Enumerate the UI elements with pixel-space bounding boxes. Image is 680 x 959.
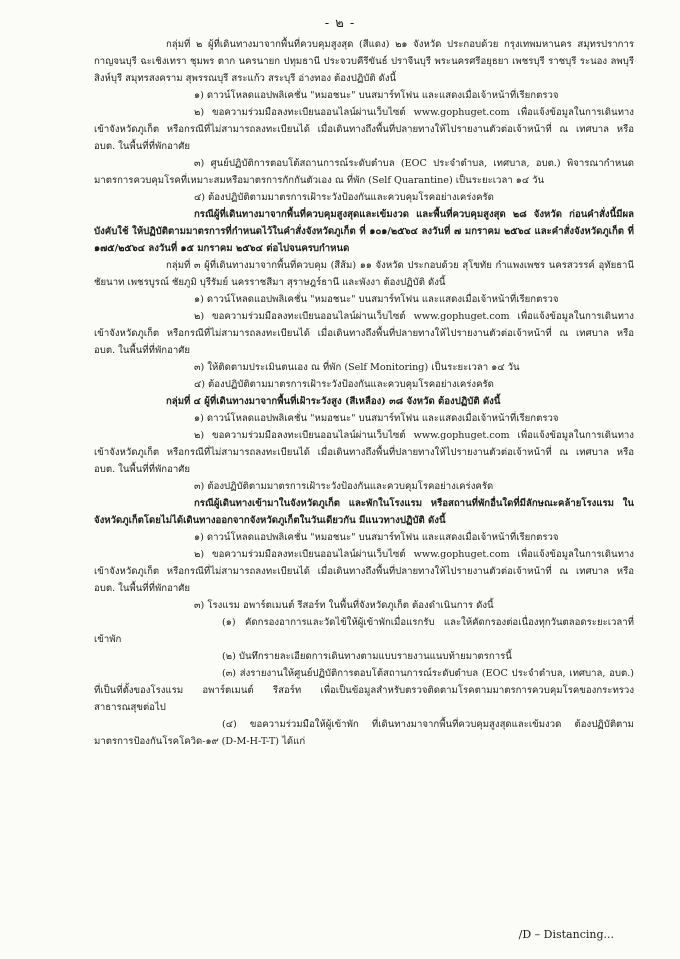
case-highest-control bbox=[94, 206, 634, 257]
case-travel-intro-text: กรณีผู้เดินทางเข้ามาในจังหวัดภูเก็ต และพักในโรงแรม หรือสถานที่พักอื่นใดที่มีลักษณะคล้ายโรงแรม ในจังหวัดภูเก็ตโดยไม่ได้เดินทางออกจากจังหวัดภูเก็ตในวันเดียวกัน มีแนวทางปฏิบัติ ดังนี้ bbox=[94, 498, 634, 526]
case-travel-item-1: ๑) ดาวน์โหลดแอปพลิเคชั่น "หมอชนะ" บนสมาร์ทโฟน และแสดงเมื่อเจ้าหน้าที่เรียกตรวจ bbox=[194, 532, 559, 543]
group3-intro: กลุ่มที่ ๓ ผู้ที่เดินทางมาจากพื้นที่ควบคุม (สีส้ม) ๑๑ จังหวัด ประกอบด้วย สุโขทัย กำแพงเพชร นครสวรรค์ อุทัยธานี ชัยนาท เพชรบูรณ์ ชัยภูมิ บุรีรัมย์ นครราชสีมา สุราษฎร์ธานี และพังงา ต้องปฏิบัติ ดังนี้ bbox=[94, 260, 634, 288]
case-travel-sub-2: (๒) บันทึกรายละเอียดการเดินทางตามแบบรายงานแนบท้ายมาตรการนี้ bbox=[222, 651, 512, 662]
group2-item-4: ๔) ต้องปฏิบัติตามมาตรการเฝ้าระวังป้องกันและควบคุมโรคอย่างเคร่งครัด bbox=[194, 192, 494, 203]
case-highest-text: กรณีผู้ที่เดินทางมาจากพื้นที่ควบคุมสูงสุดและเข้มงวด และพื้นที่ควบคุมสูงสุด ๒๘ จังหวัด ก่อนคำสั่งนี้มีผลบังคับใช้ ให้ปฏิบัติตามมาตรการที่กำหนดไว้ในคำสั่งจังหวัดภูเก็ต ที่ ๑๐๑/๒๕๖๔ ลงวันที่ ๗ มกราคม ๒๕๖๔ และคำสั่งจังหวัดภูเก็ต ที่ ๑๗๕/๒๕๖๔ ลงวันที่ ๑๕ มกราคม ๒๕๖๔ ต่อไปจนครบกำหนด bbox=[94, 209, 634, 254]
group2-intro: กลุ่มที่ ๒ ผู้ที่เดินทางมาจากพื้นที่ควบคุมสูงสุด (สีแดง) ๒๑ จังหวัด ประกอบด้วย กรุงเทพมหานคร สมุทรปราการ กาญจนบุรี ฉะเชิงเทรา ชุมพร ตาก นครนายก ปทุมธานี ประจวบคีรีขันธ์ ปราจีนบุรี พระนครศรีอยุธยา เพชรบุรี ราชบุรี ระนอง ลพบุรี สิงห์บุรี สมุทรสงคราม สุพรรณบุรี สระแก้ว สระบุรี อ่างทอง ต้องปฏิบัติ ดังนี้ bbox=[94, 39, 634, 84]
group2-item-2: ๒) ขอความร่วมมือลงทะเบียนออนไลน์ผ่านเว็บไซต์ www.gophuget.com เพื่อแจ้งข้อมูลในการเดินทางเข้าจังหวัดภูเก็ต หรือกรณีที่ไม่สามารถลงทะเบียนได้ เมื่อเดินทางถึงพื้นที่ปลายทางให้ไปรายงานตัวต่อเจ้าหน้าที่ ณ เทศบาล หรือ อบต. ในพื้นที่ที่พักอาศัย bbox=[94, 107, 634, 152]
case-travel-item-3: ๓) โรงแรม อพาร์ตเมนต์ รีสอร์ท ในพื้นที่จังหวัดภูเก็ต ต้องดำเนินการ ดังนี้ bbox=[194, 600, 494, 611]
group2-item-1: ๑) ดาวน์โหลดแอปพลิเคชั่น "หมอชนะ" บนสมาร์ทโฟน และแสดงเมื่อเจ้าหน้าที่เรียกตรวจ bbox=[194, 90, 559, 101]
group4-item-1: ๑) ดาวน์โหลดแอปพลิเคชั่น "หมอชนะ" บนสมาร์ทโฟน และแสดงเมื่อเจ้าหน้าที่เรียกตรวจ bbox=[194, 413, 559, 424]
case-travel-item-2: ๒) ขอความร่วมมือลงทะเบียนออนไลน์ผ่านเว็บไซต์ www.gophuget.com เพื่อแจ้งข้อมูลในการเดินทางเข้าจังหวัดภูเก็ต หรือกรณีที่ไม่สามารถลงทะเบียนได้ เมื่อเดินทางถึงพื้นที่ปลายทางให้ไปรายงานตัวต่อเจ้าหน้าที่ ณ เทศบาล หรือ อบต. ในพื้นที่ที่พักอาศัย bbox=[94, 549, 634, 594]
group3-item-3: ๓) ให้ติดตามประเมินตนเอง ณ ที่พัก (Self Monitoring) เป็นระยะเวลา ๑๔ วัน bbox=[194, 362, 520, 373]
case-travel-intro bbox=[94, 495, 634, 529]
group4-intro bbox=[94, 393, 634, 410]
case-travel-sub-4: (๔) ขอความร่วมมือให้ผู้เข้าพัก ที่เดินทางมาจากพื้นที่ควบคุมสูงสุดและเข้มงวด ต้องปฏิบัติตามมาตรการป้องกันโรคโควิด-๑๙ (D-M-H-T-T) ได้แก่ bbox=[94, 719, 634, 747]
continuation-marker: /D – Distancing... bbox=[518, 928, 614, 941]
case-travel-sub-1: (๑) คัดกรองอาการและวัดไข้ให้ผู้เข้าพักเมื่อแรกรับ และให้คัดกรองต่อเนื่องทุกวันตลอดระยะเวลาที่เข้าพัก bbox=[94, 617, 634, 645]
group4-intro-text: กลุ่มที่ ๔ ผู้ที่เดินทางมาจากพื้นที่เฝ้าระวังสูง (สีเหลือง) ๓๘ จังหวัด ต้องปฏิบัติ ดังนี้ bbox=[166, 396, 501, 407]
group2-item-3: ๓) ศูนย์ปฏิบัติการตอบโต้สถานการณ์ระดับตำบล (EOC ประจำตำบล, เทศบาล, อบต.) พิจารณากำหนดมาตรการควบคุมโรคที่เหมาะสมหรือมาตรการกักกันตัวเอง ณ ที่พัก (Self Quarantine) เป็นระยะเวลา ๑๔ วัน bbox=[94, 158, 634, 186]
group4-item-2: ๒) ขอความร่วมมือลงทะเบียนออนไลน์ผ่านเว็บไซต์ www.gophuget.com เพื่อแจ้งข้อมูลในการเดินทางเข้าจังหวัดภูเก็ต หรือกรณีที่ไม่สามารถลงทะเบียนได้ เมื่อเดินทางถึงพื้นที่ปลายทางให้ไปรายงานตัวต่อเจ้าหน้าที่ ณ เทศบาล หรือ อบต. ในพื้นที่ที่พักอาศัย bbox=[94, 430, 634, 475]
document-body bbox=[94, 36, 634, 750]
case-travel-sub-3: (๓) ส่งรายงานให้ศูนย์ปฏิบัติการตอบโต้สถานการณ์ระดับตำบล (EOC ประจำตำบล, เทศบาล, อบต.) ที่เป็นที่ตั้งของโรงแรม อพาร์ตเมนต์ รีสอร์ท เพื่อเป็นข้อมูลสำหรับตรวจติดตามโรคตามมาตรการควบคุมโรคของกระทรวงสาธารณสุขต่อไป bbox=[94, 668, 634, 713]
group4-item-3: ๓) ต้องปฏิบัติตามมาตรการเฝ้าระวังป้องกันและควบคุมโรคอย่างเคร่งครัด bbox=[194, 481, 494, 492]
group3-item-4: ๔) ต้องปฏิบัติตามมาตรการเฝ้าระวังป้องกันและควบคุมโรคอย่างเคร่งครัด bbox=[194, 379, 494, 390]
page-number: - ๒ - bbox=[324, 16, 356, 31]
group3-item-1: ๑) ดาวน์โหลดแอปพลิเคชั่น "หมอชนะ" บนสมาร์ทโฟน และแสดงเมื่อเจ้าหน้าที่เรียกตรวจ bbox=[194, 294, 559, 305]
group3-item-2: ๒) ขอความร่วมมือลงทะเบียนออนไลน์ผ่านเว็บไซต์ www.gophuget.com เพื่อแจ้งข้อมูลในการเดินทางเข้าจังหวัดภูเก็ต หรือกรณีที่ไม่สามารถลงทะเบียนได้ เมื่อเดินทางถึงพื้นที่ปลายทางให้ไปรายงานตัวต่อเจ้าหน้าที่ ณ เทศบาล หรือ อบต. ในพื้นที่ที่พักอาศัย bbox=[94, 311, 634, 356]
